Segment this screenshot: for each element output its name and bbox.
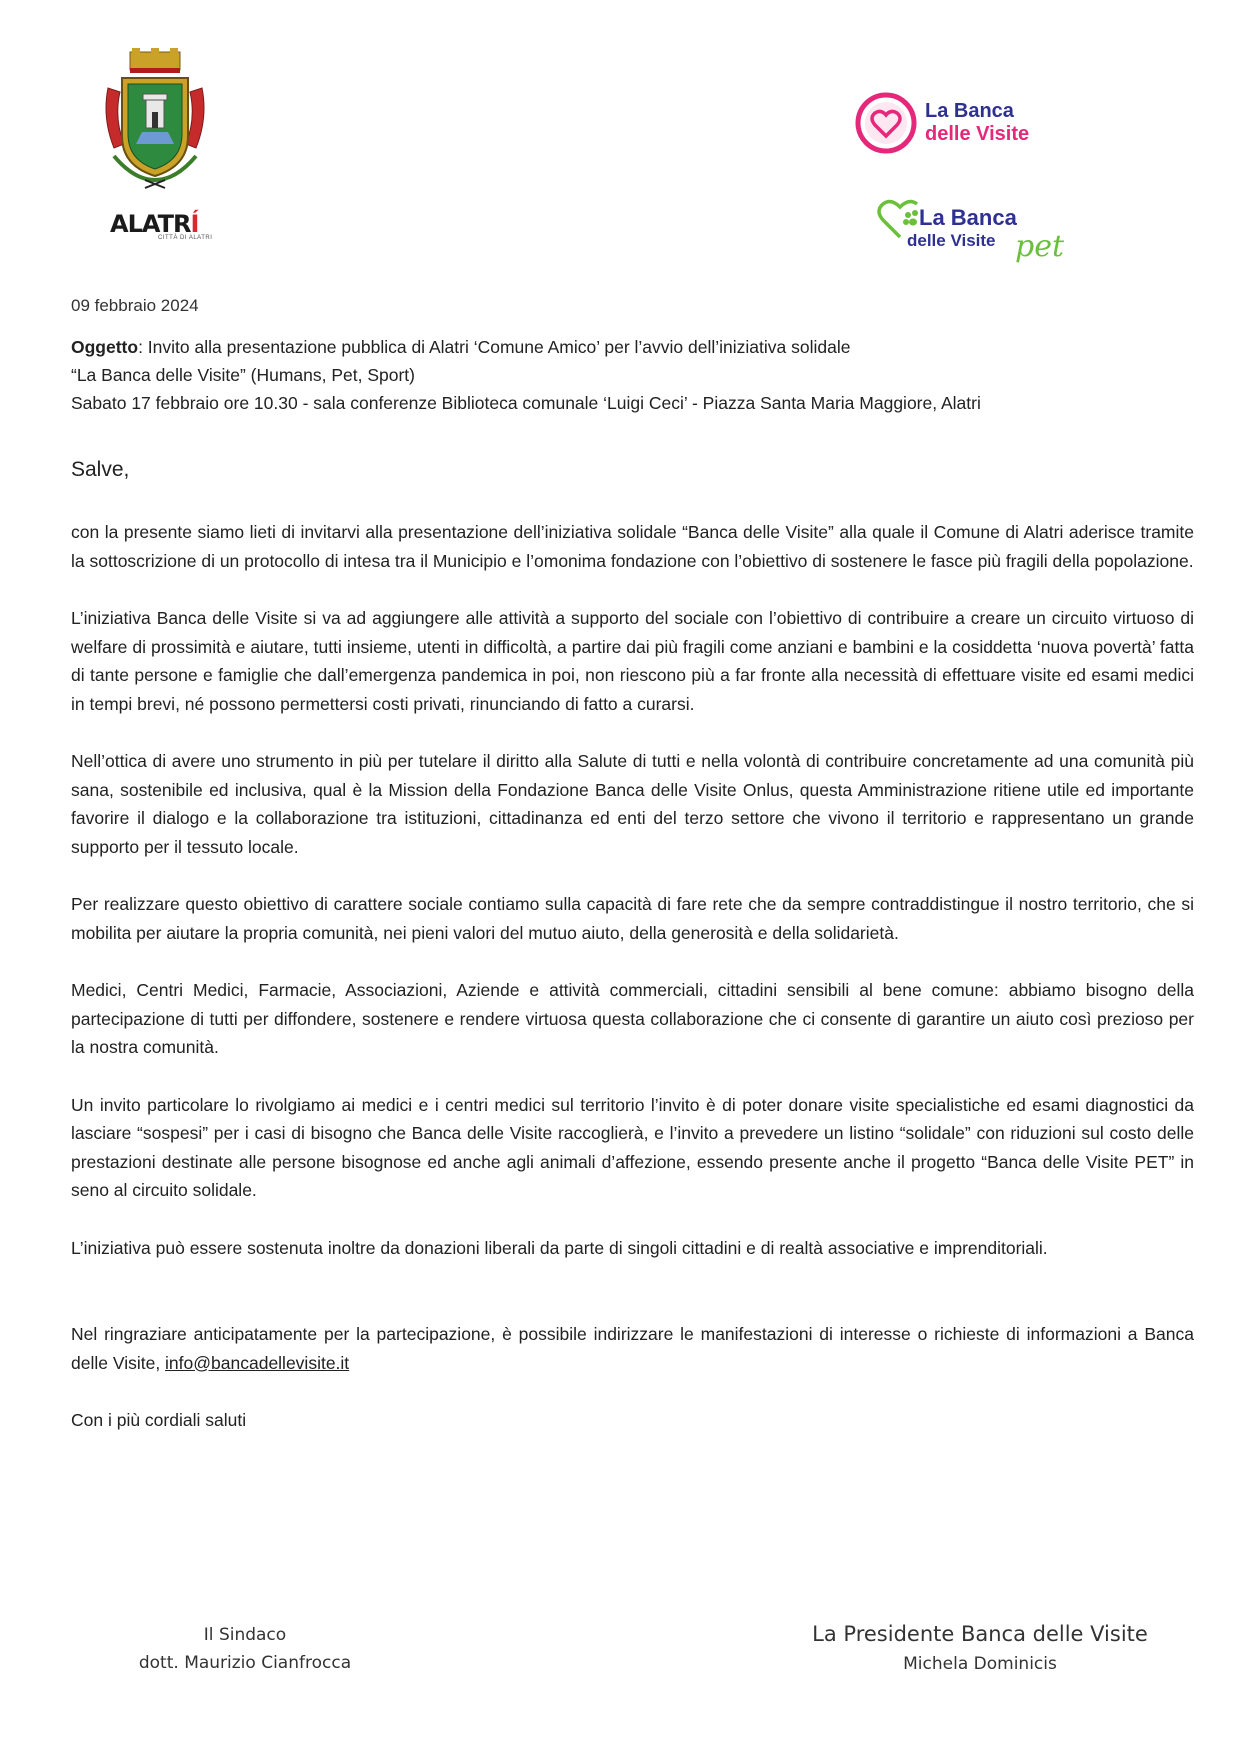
- paragraph: L’iniziativa Banca delle Visite si va ad aggiungere alle attività a supporto del sociale con l’obiettivo di contribuire a creare un circuito virtuoso di welfare di prossimità e aiutare, tutti insieme, utenti in difficoltà, a partire dai più fragili come anziani e bambini e la cosiddetta ‘nuova povertà’ fatta di tante persone e famiglie che dall’emergenza pandemica in poi, non riescono più a far fronte alla necessità di effettuare visite ed esami medici in tempi brevi, né possono permettersi costi privati, rinunciando di fatto a curarsi.: [71, 608, 1194, 714]
- paragraph: Un invito particolare lo rivolgiamo ai medici e i centri medici sul territorio l’invito è di poter donare visite specialistiche ed esami diagnostici da lasciare “sospesi” per i casi di bisogno che Banca delle Visite raccoglierà, e l’invito a prevedere un listino “solidale” con riduzioni sul costo delle prestazioni destinate alle persone bisognose ed anche agli animali d’affezione, essendo presente anche il progetto “Banca delle Visite PET” in seno al circuito solidale.: [71, 1094, 1194, 1200]
- alatri-logo-tagline: CITTÀ DI ALATRI: [158, 235, 213, 241]
- president-signature: [760, 1618, 1200, 1678]
- letter-date: 09 febbraio 2024: [71, 296, 199, 315]
- salutation: Con i più cordiali saluti: [71, 1410, 247, 1430]
- mayor-signature: [120, 1621, 370, 1677]
- paragraph: Nell’ottica di avere uno strumento in più per tutelare il diritto alla Salute di tutti e nella volontà di contribuire concretamente ad una comunità più sana, sostenibile ed inclusiva, qual è la Mission della Fondazione Banca delle Visite Onlus, questa Amministrazione ritiene utile ed importante favorire il dialogo e la collaborazione tra istituzioni, cittadinanza ed enti del terzo settore che vivono il territorio e rappresentano un grande supporto per il tessuto locale.: [71, 751, 1194, 857]
- logo2-line1: La Banca: [919, 205, 1017, 230]
- alatri-logo-text: ALATRÍ: [110, 210, 199, 238]
- subject-line-3: Sabato 17 febbraio ore 10.30 - sala conferenze Biblioteca comunale ‘Luigi Ceci’ - Piazza Santa Maria Maggiore, Alatri: [71, 393, 981, 413]
- logo1-line2: delle Visite: [925, 123, 1030, 145]
- mayor-name: dott. Maurizio Cianfrocca: [138, 1653, 352, 1673]
- president-name: Michela Dominicis: [903, 1654, 1057, 1674]
- paragraph: con la presente siamo lieti di invitarvi alla presentazione dell’iniziativa solidale “Banca delle Visite” alla quale il Comune di Alatri aderisce tramite la sottoscrizione di un protocollo di intesa tra il Municipio e l’omonima fondazione con l’obiettivo di sostenere le fasce più fragili della popolazione.: [71, 522, 1194, 571]
- banca-delle-visite-pet-logo: [875, 193, 1075, 273]
- letter-subject: [71, 333, 1201, 417]
- banca-delle-visite-logo: [855, 92, 1095, 156]
- paragraph: L’iniziativa può essere sostenuta inoltre da donazioni liberali da parte di singoli cittadini e di realtà associative e imprenditoriali.: [71, 1237, 1048, 1258]
- paragraph: Medici, Centri Medici, Farmacie, Associazioni, Aziende e attività commerciali, cittadini sensibili al bene comune: abbiamo bisogno della partecipazione di tutti per diffondere, sostenere e rendere virtuosa questa collaborazione che ci consente di garantire un aiuto così prezioso per la nostra comunità.: [71, 980, 1194, 1057]
- subject-line-1: Oggetto: Invito alla presentazione pubblica di Alatri ‘Comune Amico’ per l’avvio dell’iniziativa solidale: [71, 337, 851, 357]
- subject-line-2: “La Banca delle Visite” (Humans, Pet, Sport): [71, 365, 416, 385]
- heart-circle-icon: [855, 92, 917, 154]
- letter-body: [71, 518, 1194, 1464]
- mayor-title: Il Sindaco: [203, 1625, 287, 1645]
- subject-label: Oggetto: [71, 337, 139, 357]
- logo2-pet: pet: [1015, 229, 1065, 264]
- closing-paragraph: Nel ringraziare anticipatamente per la partecipazione, è possibile indirizzare le manifestazioni di interesse o richieste di informazioni a Banca delle Visite, info@bancadellevisite.it: [71, 1324, 1194, 1373]
- coat-of-arms-icon: [100, 48, 210, 190]
- logo1-line1: La Banca: [925, 100, 1014, 122]
- email-link[interactable]: info@bancadellevisite.it: [165, 1352, 350, 1373]
- logo2-line2: delle Visite: [907, 231, 996, 250]
- alatri-coat-of-arms: [100, 48, 210, 190]
- paragraph: Per realizzare questo obiettivo di carattere sociale contiamo sulla capacità di fare rete che da sempre contraddistingue il nostro territorio, che si mobilita per aiutare la propria comunità, nei pieni valori del mutuo aiuto, della generosità e della solidarietà.: [71, 894, 1194, 943]
- letter-greeting: Salve,: [71, 458, 130, 481]
- president-title: La Presidente Banca delle Visite: [812, 1622, 1148, 1646]
